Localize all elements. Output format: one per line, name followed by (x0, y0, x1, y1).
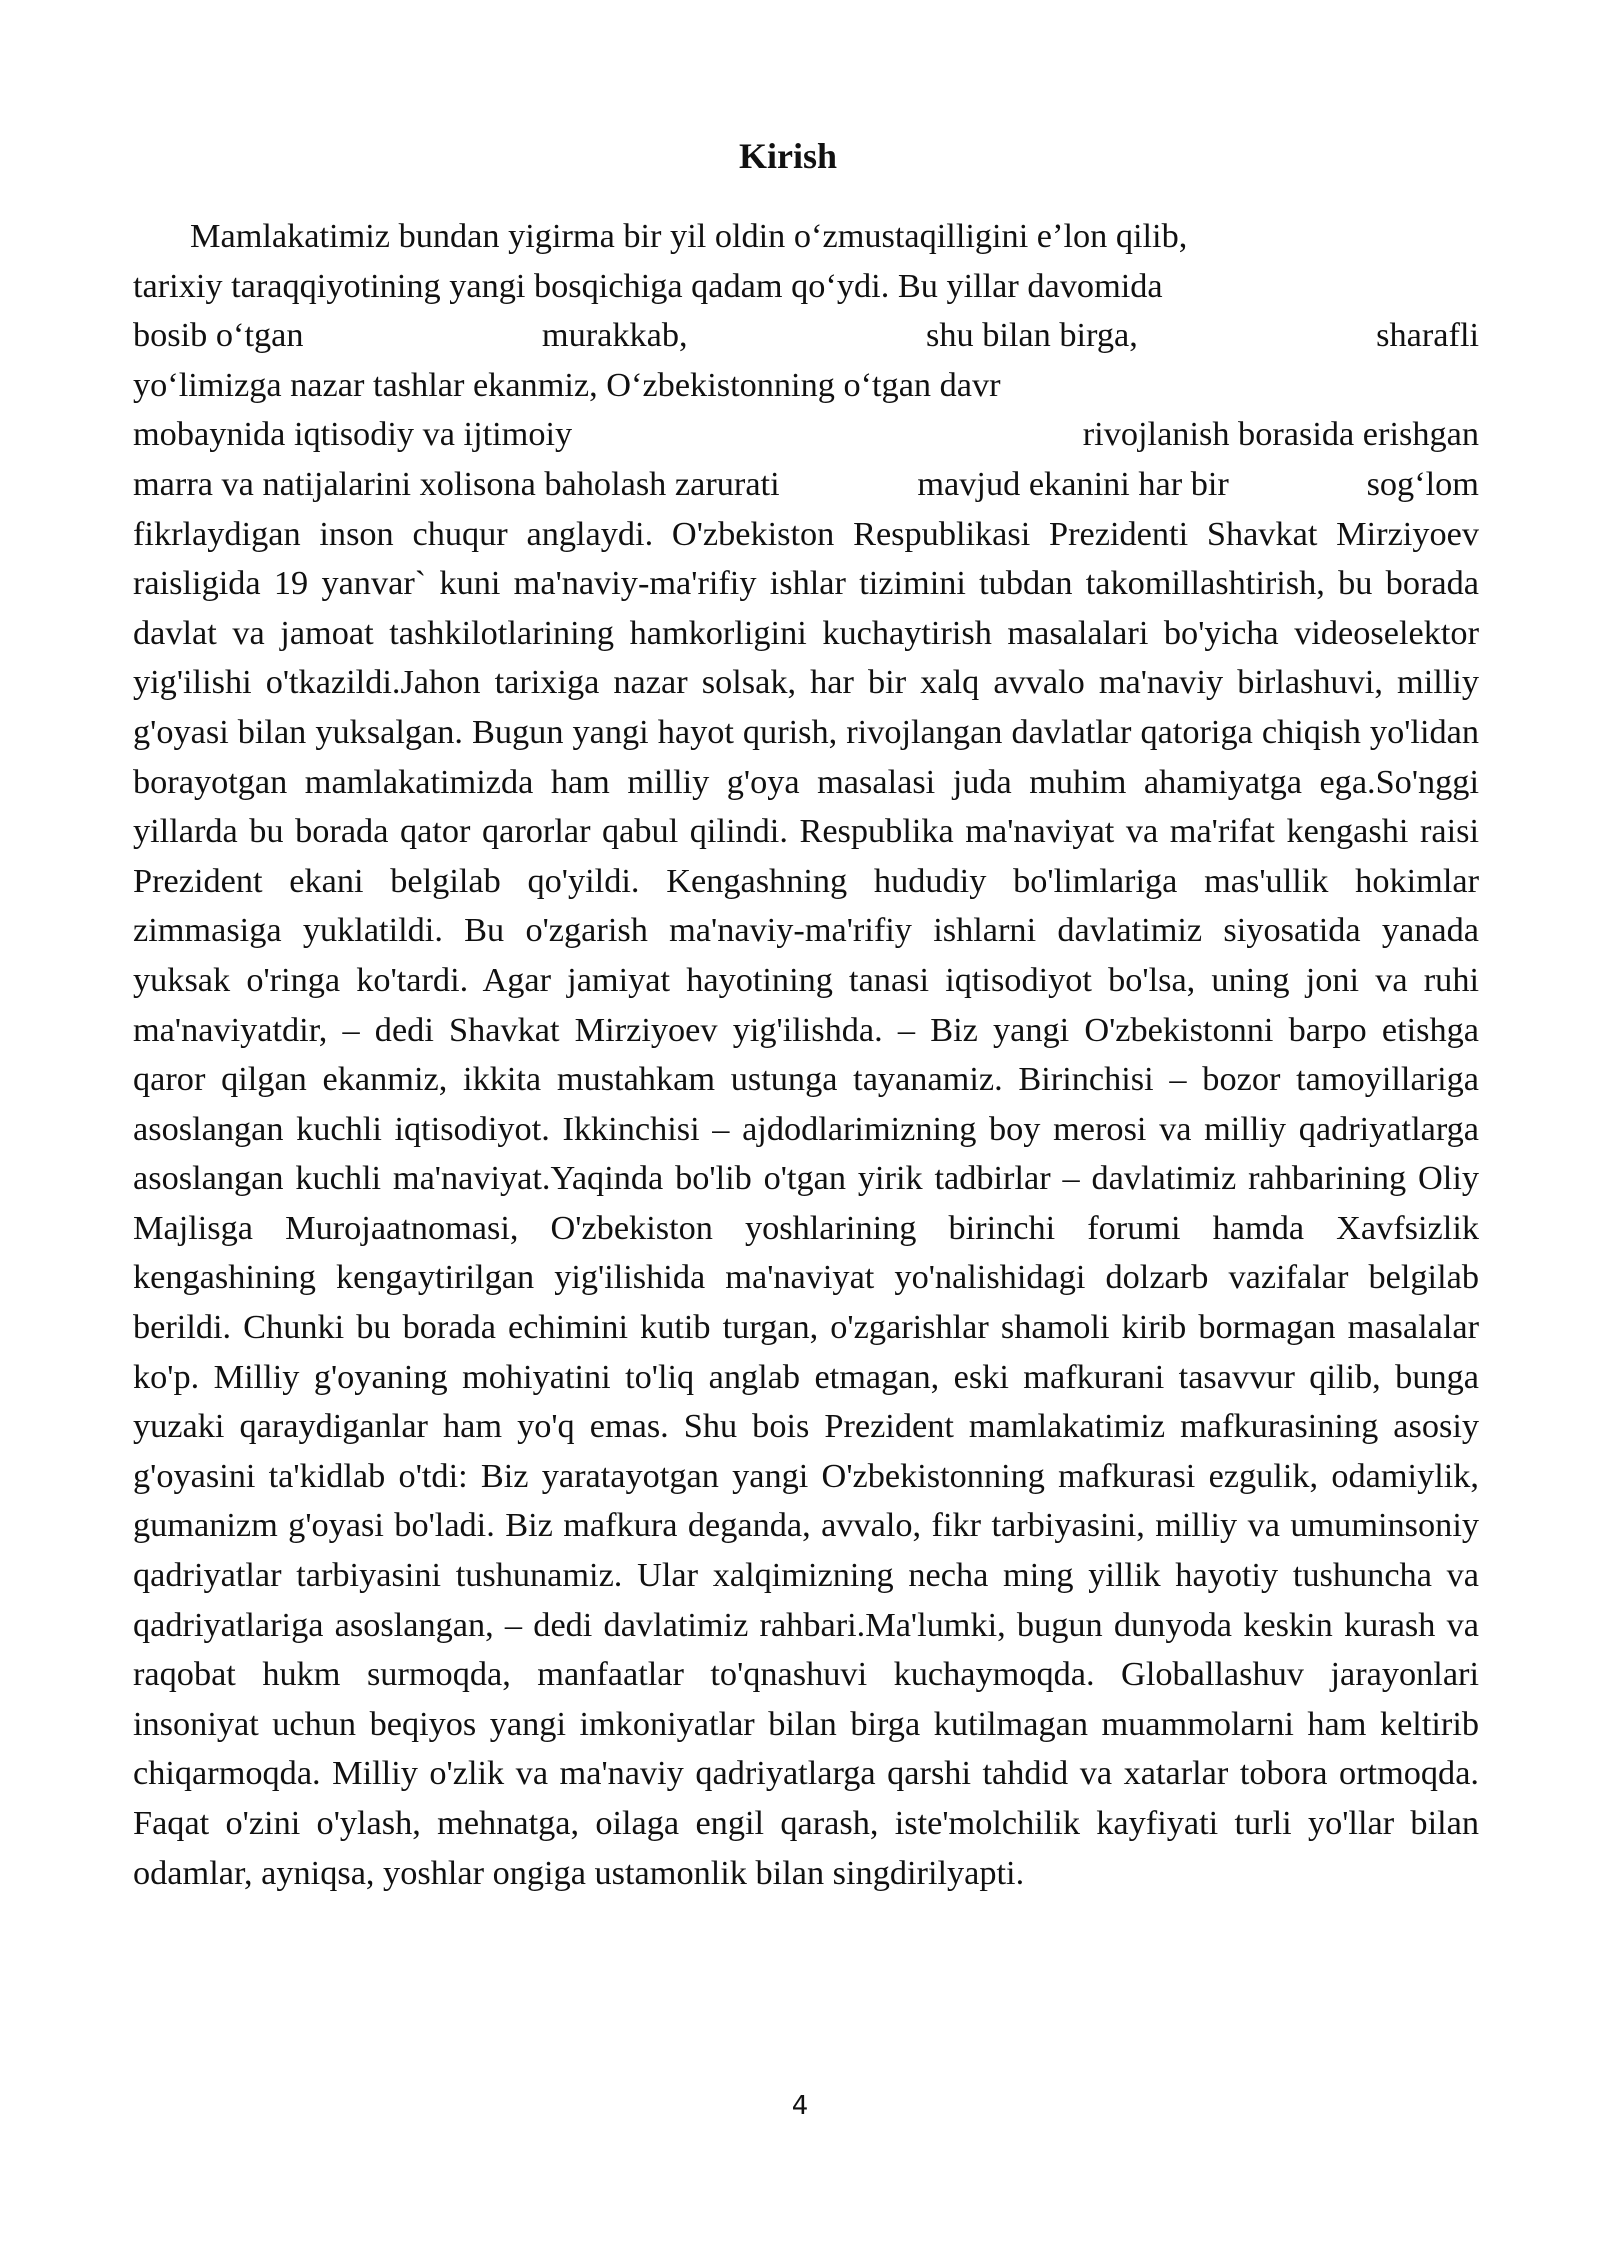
text-segment: bosib oʻtgan (133, 316, 304, 355)
text-segment: marra va natijalarini xolisona baholash zarurati (133, 464, 780, 503)
page-title: Kirish (738, 136, 837, 176)
text-segment: rivojlanish borasida erishgan (1082, 415, 1479, 454)
text-segment: mobaynida iqtisodiy va ijtimoiy (133, 415, 573, 454)
text-segment: mavjud ekanini har bir (917, 464, 1229, 503)
body-paragraph: fikrlaydigan inson chuqur anglaydi. O'zbekiston Respublikasi Prezidenti Shavkat Mirziyoev raisligida 19 yanvar` kuni ma'naviy-ma'rifiy ishlar tizimini tubdan takomillashtirish, bu borada davlat va jamoat tashkilotlarining hamkorligini kuchaytirish masalalari bo'yicha videoselektor yig'ilishi o'tkazildi.Jahon tarixiga nazar solsak, har bir xalq avvalo ma'naviy birlashuvi, milliy g'oyasi bilan yuksalgan. Bugun yangi hayot qurish, rivojlangan davlatlar qatoriga chiqish yo'lidan borayotgan mamlakatimizda ham milliy g'oya masalasi juda muhim ahamiyatga ega.So'nggi yillarda bu borada qator qarorlar qabul qilindi. Respublika ma'naviyat va ma'rifat kengashi raisi Prezident ekani belgilab qo'yildi. Kengashning hududiy bo'limlariga mas'ullik hokimlar zimmasiga yuklatildi. Bu o'zgarish ma'naviy-ma'rifiy ishlarni davlatimiz siyosatida yanada yuksak o'ringa ko'tardi. Agar jamiyat hayotining tanasi iqtisodiyot bo'lsa, uning joni va ruhi ma'naviyatdir, – dedi Shavkat Mirziyoev yig'ilishda. – Biz yangi O'zbekistonni barpo etishga qaror qilgan ekanmiz, ikkita mustahkam ustunga tayanamiz. Birinchisi – bozor tamoyillariga asoslangan kuchli iqtisodiyot. Ikkinchisi – ajdodlarimizning boy merosi va milliy qadriyatlarga asoslangan kuchli ma'naviyat.Yaqinda bo'lib o'tgan yirik tadbirlar – davlatimiz rahbarining Oliy Majlisga Murojaatnomasi, O'zbekiston yoshlarining birinchi forumi hamda Xavfsizlik kengashining kengaytirilgan yig'ilishida ma'naviyat yo'nalishidagi dolzarb vazifalar belgilab berildi. Chunki bu borada echimini kutib turgan, o'zgarishlar shamoli kirib bormagan masalalar ko'p. Milliy g'oyaning mohiyatini to'liq anglab etmagan, eski mafkurani tasavvur qilib, bunga yuzaki qaraydiganlar ham yo'q emas. Shu bois Prezident mamlakatimiz mafkurasining asosiy g'oyasini ta'kidlab o'tdi: Biz yaratayotgan yangi O'zbekistonning mafkurasi ezgulik, odamiylik, gumanizm g'oyasi bo'ladi. Biz mafkura deganda, avvalo, fikr tarbiyasini, milliy va umuminsoniy qadriyatlar tarbiyasini tushunamiz. Ular xalqimizning necha ming yillik hayotiy tushuncha va qadriyatlariga asoslangan, – dedi davlatimiz rahbari.Ma'lumki, bugun dunyoda keskin kurash va raqobat hukm surmoqda, manfaatlar to'qnashuvi kuchaymoqda. Globallashuv jarayonlari insoniyat uchun beqiyos yangi imkoniyatlar bilan birga kutilmagan muammolarni ham keltirib chiqarmoqda. Milliy o'zlik va ma'naviy qadriyatlarga qarshi tahdid va xatarlar tobora ortmoqda. Faqat o'zini o'ylash, mehnatga, oilaga engil qarash, iste'molchilik kayfiyati turli yo'llar bilan odamlar, ayniqsa, yoshlar ongiga ustamonlik bilan singdirilyapti. (133, 514, 1479, 1892)
text-line: yoʻlimizga nazar tashlar ekanmiz, Oʻzbekistonning oʻtgan davr (133, 365, 1001, 404)
text-segment: shu bilan birga, (925, 316, 1138, 355)
body-text (133, 212, 1479, 1898)
page-number: 4 (791, 2091, 809, 2121)
text-segment: murakkab, (541, 316, 688, 355)
text-segment: sogʻlom (1366, 464, 1479, 503)
text-line: Mamlakatimiz bundan yigirma bir yil oldin oʻzmustaqilligini eʼlon qilib, (190, 217, 1188, 255)
text-line (133, 410, 1479, 460)
text-line (133, 460, 1479, 510)
text-line (133, 311, 1479, 361)
text-line: tarixiy taraqqiyotining yangi bosqichiga qadam qoʻydi. Bu yillar davomida (133, 266, 1163, 305)
text-segment: sharafli (1376, 316, 1479, 355)
